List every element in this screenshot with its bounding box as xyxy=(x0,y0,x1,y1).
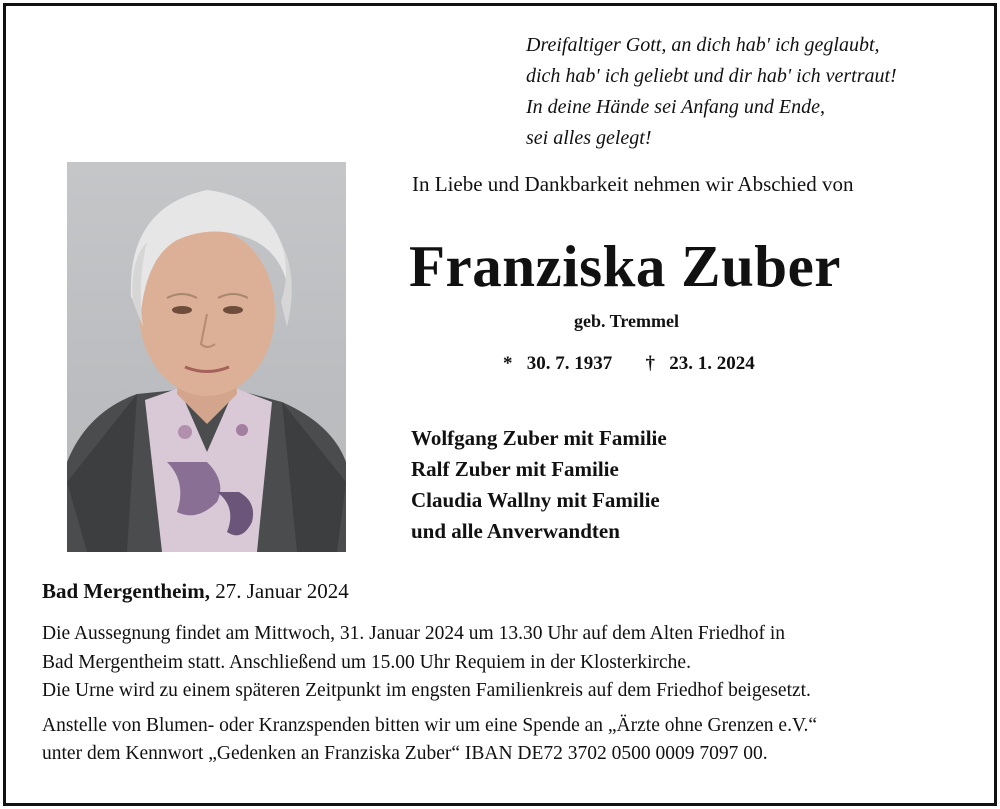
portrait-illustration xyxy=(67,162,346,552)
place-date-text: 27. Januar 2024 xyxy=(209,579,349,603)
mourner-item: Wolfgang Zuber mit Familie xyxy=(411,426,667,450)
birth-date: 30. 7. 1937 xyxy=(526,353,613,374)
death-symbol: † xyxy=(645,353,655,374)
mourner-item: und alle Anverwandten xyxy=(411,519,620,543)
details-line: Die Aussegnung findet am Mittwoch, 31. Januar 2024 um 13.30 Uhr auf dem Alten Friedhof in xyxy=(42,623,786,644)
place-city: Bad Mergentheim, xyxy=(42,579,210,603)
mourner-item: Claudia Wallny mit Familie xyxy=(411,488,660,512)
poem-line: Dreifaltiger Gott, an dich hab' ich geglaubt, xyxy=(526,34,880,56)
poem-line: In deine Hände sei Anfang und Ende, xyxy=(526,96,826,118)
mourner-item: Ralf Zuber mit Familie xyxy=(411,457,619,481)
details-line: Bad Mergentheim statt. Anschließend um 15.00 Uhr Requiem in der Klosterkirche. xyxy=(42,651,691,673)
death-date: 23. 1. 2024 xyxy=(669,353,755,374)
poem xyxy=(526,30,897,154)
poem-line: sei alles gelegt! xyxy=(526,127,652,149)
place-date xyxy=(42,579,349,604)
donation-line: unter dem Kennwort „Gedenken an Franziska Zuber“ IBAN DE72 3702 0500 0009 7097 00. xyxy=(42,743,768,764)
portrait-photo xyxy=(67,162,346,552)
birth-symbol: * xyxy=(503,353,513,374)
poem-line: dich hab' ich geliebt und dir hab' ich vertraut! xyxy=(526,65,897,87)
deceased-name: Franziska Zuber xyxy=(409,233,841,299)
mourners-list xyxy=(411,423,667,547)
life-dates xyxy=(503,353,755,375)
birth-name: geb. Tremmel xyxy=(574,311,679,331)
service-details xyxy=(42,620,972,769)
donation-line: Anstelle von Blumen- oder Kranzspenden bitten wir um eine Spende an „Ärzte ohne Grenzen e.V.“ xyxy=(42,714,818,736)
details-line: Die Urne wird zu einem späteren Zeitpunkt im engsten Familienkreis auf dem Friedhof beigesetzt. xyxy=(42,680,811,701)
intro-text: In Liebe und Dankbarkeit nehmen wir Abschied von xyxy=(412,172,854,196)
